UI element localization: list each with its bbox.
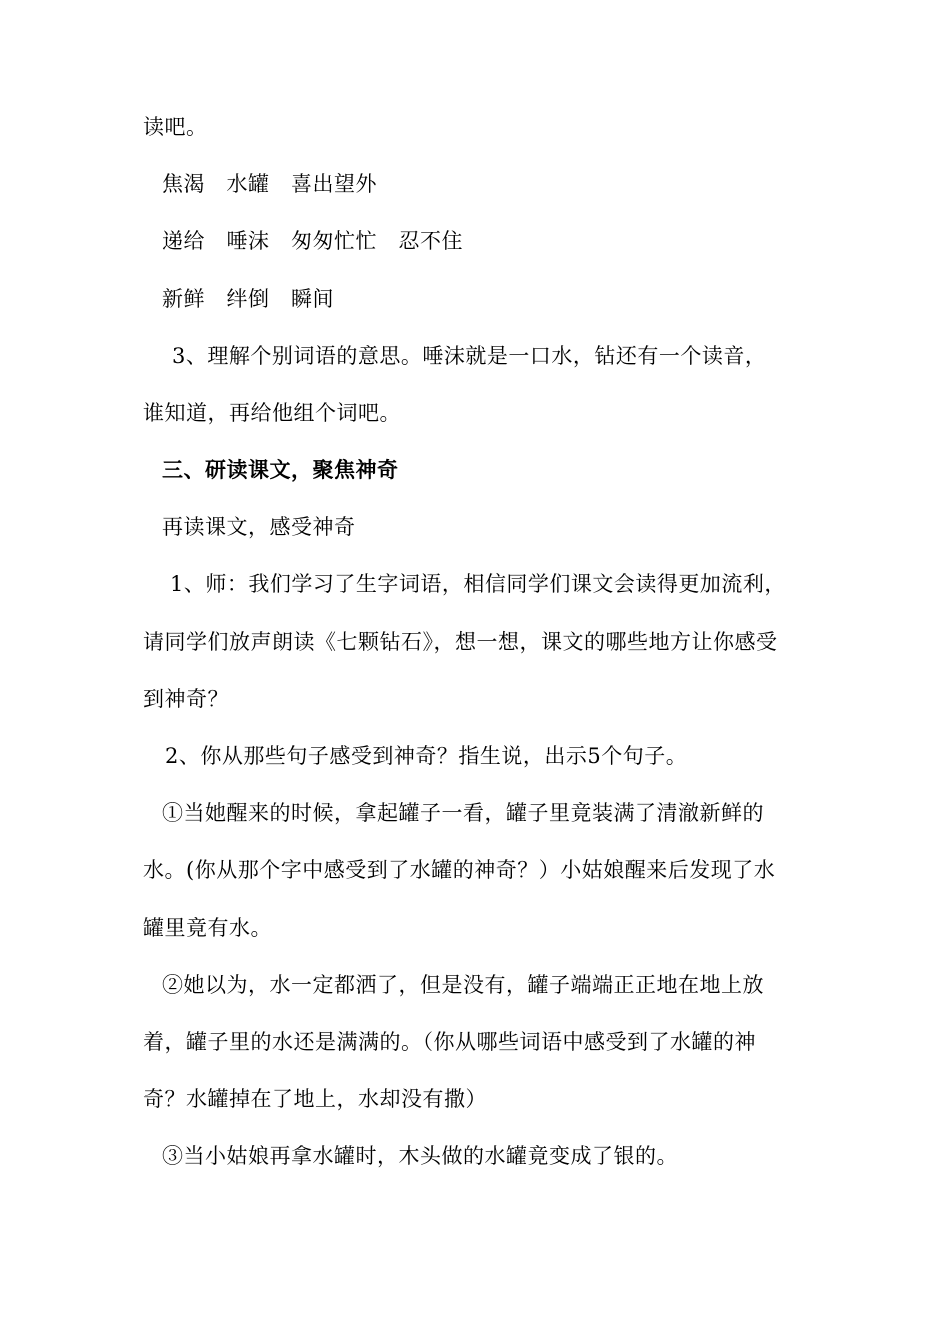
text-line-5: 3、理解个别词语的意思。唾沫就是一口水，钻还有一个读音， (172, 344, 767, 368)
text-line-1: 读吧。 (143, 115, 208, 139)
text-line-18: 奇？水罐掉在了地上，水却没有撒） (143, 1087, 487, 1111)
text-line-11: 到神奇？ (143, 687, 229, 711)
vocab-row-1: 焦渴 水罐 喜出望外 (162, 172, 377, 196)
text-line-15: 罐里竟有水。 (143, 916, 272, 940)
vocab-row-3: 新鲜 绊倒 瞬间 (162, 287, 334, 311)
text-line-19: ③当小姑娘再拿水罐时，木头做的水罐竟变成了银的。 (162, 1144, 678, 1168)
vocab-row-2: 递给 唾沫 匆匆忙忙 忍不住 (162, 229, 463, 253)
text-line-16: ②她以为，水一定都洒了，但是没有，罐子端端正正地在地上放 (162, 973, 764, 997)
text-line-14: 水。(你从那个字中感受到了水罐的神奇？）小姑娘醒来后发现了水 (143, 858, 776, 882)
text-line-17: 着，罐子里的水还是满满的。（你从哪些词语中感受到了水罐的神 (143, 1030, 756, 1054)
sub-heading: 再读课文，感受神奇 (162, 515, 356, 539)
section-heading: 三、研读课文，聚焦神奇 (162, 457, 399, 482)
text-line-9: 1、师：我们学习了生字词语，相信同学们课文会读得更加流利， (170, 572, 786, 596)
text-line-6: 谁知道，再给他组个词吧。 (143, 401, 401, 425)
text-line-13: ①当她醒来的时候，拿起罐子一看，罐子里竟装满了清澈新鲜的 (162, 801, 764, 825)
text-line-10: 请同学们放声朗读《七颗钻石》，想一想，课文的哪些地方让你感受 (143, 630, 778, 654)
text-line-12: 2、你从那些句子感受到神奇？指生说，出示5个句子。 (165, 744, 688, 768)
